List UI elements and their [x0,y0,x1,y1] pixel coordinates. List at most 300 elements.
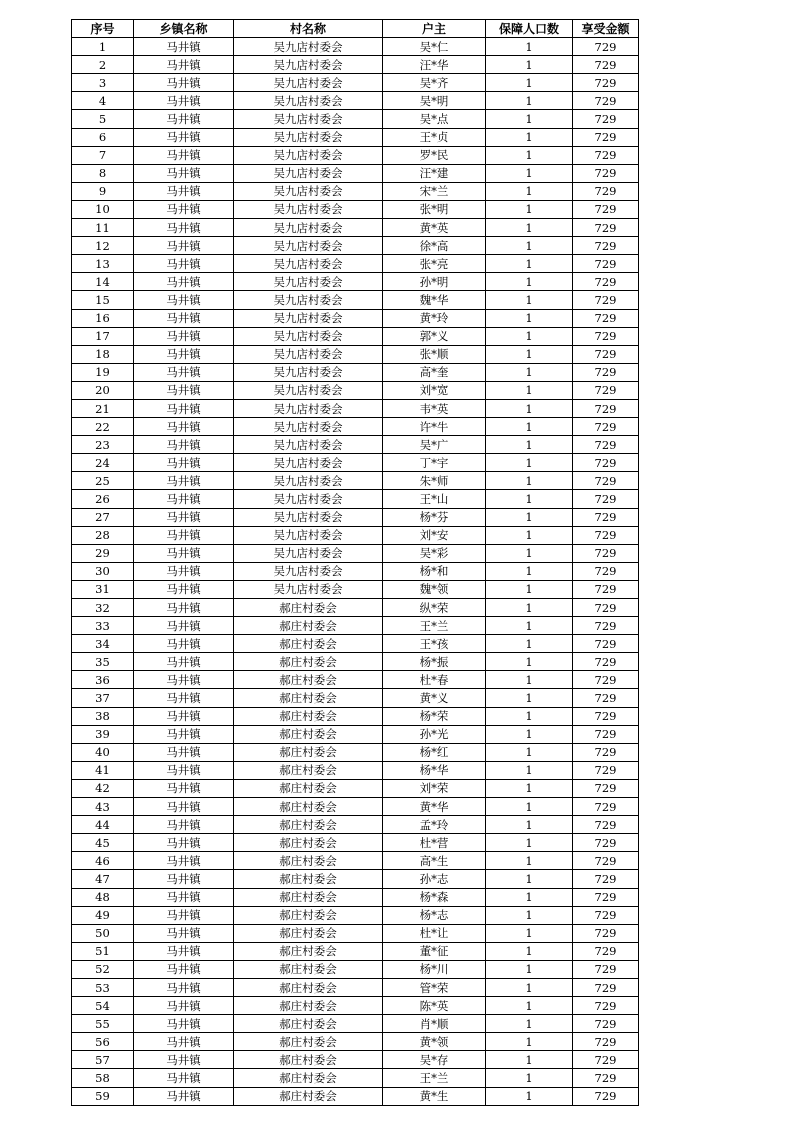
cell-amount: 729 [573,1015,639,1033]
table-row [72,653,639,671]
cell-township: 马井镇 [134,291,234,309]
table-row [72,761,639,779]
cell-village: 吴九店村委会 [234,508,383,526]
cell-township: 马井镇 [134,779,234,797]
cell-householder: 黄*英 [383,219,486,237]
table-row [72,1087,639,1105]
table-row [72,942,639,960]
cell-amount: 729 [573,128,639,146]
cell-amount: 729 [573,56,639,74]
cell-village: 吴九店村委会 [234,544,383,562]
cell-householder: 魏*华 [383,291,486,309]
cell-covered-people: 1 [486,1033,573,1051]
cell-amount: 729 [573,327,639,345]
cell-serial: 42 [72,779,134,797]
cell-township: 马井镇 [134,960,234,978]
cell-covered-people: 1 [486,454,573,472]
cell-village: 吴九店村委会 [234,436,383,454]
cell-township: 马井镇 [134,617,234,635]
table-row [72,888,639,906]
cell-village: 郝庄村委会 [234,617,383,635]
cell-covered-people: 1 [486,779,573,797]
cell-amount: 729 [573,725,639,743]
cell-covered-people: 1 [486,219,573,237]
cell-covered-people: 1 [486,888,573,906]
cell-village: 郝庄村委会 [234,834,383,852]
cell-amount: 729 [573,291,639,309]
cell-village: 郝庄村委会 [234,725,383,743]
cell-householder: 杨*荣 [383,707,486,725]
cell-amount: 729 [573,508,639,526]
cell-covered-people: 1 [486,599,573,617]
cell-covered-people: 1 [486,544,573,562]
cell-village: 郝庄村委会 [234,870,383,888]
cell-covered-people: 1 [486,1051,573,1069]
cell-covered-people: 1 [486,942,573,960]
cell-covered-people: 1 [486,472,573,490]
cell-amount: 729 [573,92,639,110]
cell-householder: 孙*志 [383,870,486,888]
cell-amount: 729 [573,798,639,816]
cell-village: 郝庄村委会 [234,1087,383,1105]
cell-amount: 729 [573,707,639,725]
cell-amount: 729 [573,906,639,924]
header-serial: 序号 [72,20,134,38]
table-row [72,1069,639,1087]
cell-serial: 44 [72,816,134,834]
cell-amount: 729 [573,978,639,996]
cell-householder: 吴*仁 [383,38,486,56]
table-row [72,852,639,870]
cell-township: 马井镇 [134,924,234,942]
cell-amount: 729 [573,38,639,56]
cell-village: 吴九店村委会 [234,128,383,146]
cell-covered-people: 1 [486,1069,573,1087]
cell-covered-people: 1 [486,92,573,110]
cell-householder: 刘*荣 [383,779,486,797]
cell-householder: 吴*点 [383,110,486,128]
cell-covered-people: 1 [486,110,573,128]
cell-township: 马井镇 [134,399,234,417]
table-row [72,399,639,417]
cell-village: 吴九店村委会 [234,454,383,472]
cell-householder: 杨*川 [383,960,486,978]
cell-serial: 41 [72,761,134,779]
cell-covered-people: 1 [486,255,573,273]
cell-covered-people: 1 [486,363,573,381]
cell-amount: 729 [573,309,639,327]
cell-township: 马井镇 [134,454,234,472]
cell-householder: 杨*森 [383,888,486,906]
cell-serial: 31 [72,580,134,598]
cell-householder: 管*荣 [383,978,486,996]
cell-amount: 729 [573,942,639,960]
table-row [72,599,639,617]
cell-serial: 4 [72,92,134,110]
table-row [72,472,639,490]
cell-serial: 26 [72,490,134,508]
table-row [72,436,639,454]
cell-serial: 6 [72,128,134,146]
cell-village: 郝庄村委会 [234,816,383,834]
cell-township: 马井镇 [134,436,234,454]
cell-serial: 40 [72,743,134,761]
cell-serial: 22 [72,418,134,436]
cell-covered-people: 1 [486,870,573,888]
cell-amount: 729 [573,580,639,598]
cell-covered-people: 1 [486,74,573,92]
cell-covered-people: 1 [486,128,573,146]
cell-amount: 729 [573,888,639,906]
table-row [72,146,639,164]
cell-township: 马井镇 [134,472,234,490]
cell-covered-people: 1 [486,381,573,399]
cell-township: 马井镇 [134,1087,234,1105]
cell-householder: 黄*义 [383,689,486,707]
cell-village: 郝庄村委会 [234,888,383,906]
cell-township: 马井镇 [134,56,234,74]
table-row [72,544,639,562]
cell-covered-people: 1 [486,327,573,345]
cell-village: 郝庄村委会 [234,852,383,870]
cell-householder: 刘*安 [383,526,486,544]
table-row [72,1051,639,1069]
cell-village: 吴九店村委会 [234,327,383,345]
table-row [72,635,639,653]
table-row [72,219,639,237]
cell-amount: 729 [573,182,639,200]
cell-householder: 杨*振 [383,653,486,671]
cell-amount: 729 [573,110,639,128]
table-row [72,454,639,472]
cell-amount: 729 [573,562,639,580]
cell-township: 马井镇 [134,345,234,363]
cell-village: 郝庄村委会 [234,743,383,761]
cell-township: 马井镇 [134,182,234,200]
cell-township: 马井镇 [134,707,234,725]
cell-covered-people: 1 [486,1087,573,1105]
cell-township: 马井镇 [134,219,234,237]
cell-householder: 孟*玲 [383,816,486,834]
table-row [72,526,639,544]
cell-serial: 59 [72,1087,134,1105]
cell-serial: 20 [72,381,134,399]
cell-serial: 30 [72,562,134,580]
table-row [72,834,639,852]
table-row [72,798,639,816]
cell-village: 吴九店村委会 [234,74,383,92]
cell-township: 马井镇 [134,526,234,544]
cell-township: 马井镇 [134,978,234,996]
cell-village: 吴九店村委会 [234,381,383,399]
table-row [72,128,639,146]
cell-township: 马井镇 [134,635,234,653]
cell-householder: 王*兰 [383,1069,486,1087]
cell-covered-people: 1 [486,38,573,56]
table-row [72,363,639,381]
table-row [72,997,639,1015]
cell-township: 马井镇 [134,92,234,110]
cell-township: 马井镇 [134,942,234,960]
cell-serial: 27 [72,508,134,526]
cell-village: 吴九店村委会 [234,363,383,381]
cell-householder: 韦*英 [383,399,486,417]
cell-householder: 郭*义 [383,327,486,345]
cell-householder: 张*顺 [383,345,486,363]
cell-serial: 29 [72,544,134,562]
cell-serial: 3 [72,74,134,92]
cell-amount: 729 [573,164,639,182]
table-row [72,110,639,128]
cell-householder: 纵*荣 [383,599,486,617]
cell-serial: 47 [72,870,134,888]
cell-township: 马井镇 [134,725,234,743]
cell-serial: 15 [72,291,134,309]
cell-serial: 43 [72,798,134,816]
cell-township: 马井镇 [134,888,234,906]
cell-township: 马井镇 [134,1015,234,1033]
cell-amount: 729 [573,472,639,490]
cell-township: 马井镇 [134,1033,234,1051]
cell-covered-people: 1 [486,273,573,291]
cell-covered-people: 1 [486,960,573,978]
cell-covered-people: 1 [486,689,573,707]
header-village: 村名称 [234,20,383,38]
cell-village: 郝庄村委会 [234,779,383,797]
table-row [72,562,639,580]
table-row [72,327,639,345]
cell-covered-people: 1 [486,816,573,834]
cell-amount: 729 [573,544,639,562]
cell-covered-people: 1 [486,418,573,436]
table-row [72,200,639,218]
cell-serial: 48 [72,888,134,906]
cell-township: 马井镇 [134,798,234,816]
cell-householder: 黄*领 [383,1033,486,1051]
cell-serial: 14 [72,273,134,291]
cell-serial: 36 [72,671,134,689]
cell-householder: 刘*宽 [383,381,486,399]
cell-amount: 729 [573,237,639,255]
cell-covered-people: 1 [486,834,573,852]
cell-covered-people: 1 [486,978,573,996]
cell-amount: 729 [573,689,639,707]
cell-householder: 王*孩 [383,635,486,653]
cell-amount: 729 [573,74,639,92]
cell-serial: 58 [72,1069,134,1087]
cell-amount: 729 [573,363,639,381]
cell-village: 郝庄村委会 [234,689,383,707]
cell-serial: 50 [72,924,134,942]
table-row [72,164,639,182]
table-row [72,671,639,689]
cell-covered-people: 1 [486,309,573,327]
cell-householder: 杨*志 [383,906,486,924]
cell-serial: 24 [72,454,134,472]
cell-serial: 5 [72,110,134,128]
cell-amount: 729 [573,381,639,399]
cell-amount: 729 [573,1087,639,1105]
cell-township: 马井镇 [134,508,234,526]
cell-serial: 35 [72,653,134,671]
cell-village: 吴九店村委会 [234,255,383,273]
cell-householder: 吴*存 [383,1051,486,1069]
cell-township: 马井镇 [134,418,234,436]
cell-serial: 46 [72,852,134,870]
cell-township: 马井镇 [134,146,234,164]
cell-householder: 魏*领 [383,580,486,598]
table-row [72,345,639,363]
cell-village: 吴九店村委会 [234,490,383,508]
cell-amount: 729 [573,418,639,436]
cell-amount: 729 [573,599,639,617]
cell-covered-people: 1 [486,617,573,635]
cell-householder: 朱*师 [383,472,486,490]
cell-covered-people: 1 [486,997,573,1015]
cell-serial: 52 [72,960,134,978]
cell-village: 郝庄村委会 [234,924,383,942]
cell-township: 马井镇 [134,653,234,671]
cell-amount: 729 [573,924,639,942]
cell-village: 吴九店村委会 [234,472,383,490]
cell-serial: 25 [72,472,134,490]
cell-covered-people: 1 [486,580,573,598]
cell-householder: 黄*华 [383,798,486,816]
table-row [72,725,639,743]
cell-village: 郝庄村委会 [234,1051,383,1069]
cell-serial: 19 [72,363,134,381]
cell-village: 吴九店村委会 [234,562,383,580]
table-row [72,580,639,598]
table-row [72,237,639,255]
cell-householder: 吴*齐 [383,74,486,92]
cell-covered-people: 1 [486,490,573,508]
cell-householder: 王*贞 [383,128,486,146]
cell-serial: 23 [72,436,134,454]
cell-amount: 729 [573,345,639,363]
cell-serial: 16 [72,309,134,327]
table-row [72,56,639,74]
cell-householder: 肖*顺 [383,1015,486,1033]
cell-householder: 陈*英 [383,997,486,1015]
cell-householder: 许*牛 [383,418,486,436]
cell-serial: 51 [72,942,134,960]
cell-amount: 729 [573,635,639,653]
cell-township: 马井镇 [134,490,234,508]
cell-township: 马井镇 [134,327,234,345]
cell-township: 马井镇 [134,1069,234,1087]
cell-householder: 徐*高 [383,237,486,255]
cell-village: 郝庄村委会 [234,942,383,960]
cell-township: 马井镇 [134,689,234,707]
cell-serial: 49 [72,906,134,924]
header-covered-people: 保障人口数 [486,20,573,38]
table-row [72,309,639,327]
cell-amount: 729 [573,526,639,544]
cell-covered-people: 1 [486,526,573,544]
cell-householder: 高*奎 [383,363,486,381]
header-row [72,20,639,38]
cell-serial: 33 [72,617,134,635]
cell-township: 马井镇 [134,38,234,56]
cell-covered-people: 1 [486,146,573,164]
cell-amount: 729 [573,834,639,852]
cell-amount: 729 [573,1033,639,1051]
cell-householder: 杜*让 [383,924,486,942]
cell-covered-people: 1 [486,725,573,743]
cell-village: 吴九店村委会 [234,164,383,182]
cell-covered-people: 1 [486,164,573,182]
cell-householder: 张*亮 [383,255,486,273]
cell-serial: 17 [72,327,134,345]
cell-householder: 杨*红 [383,743,486,761]
cell-covered-people: 1 [486,291,573,309]
cell-covered-people: 1 [486,798,573,816]
cell-covered-people: 1 [486,56,573,74]
cell-covered-people: 1 [486,761,573,779]
cell-village: 吴九店村委会 [234,418,383,436]
cell-serial: 45 [72,834,134,852]
cell-serial: 28 [72,526,134,544]
cell-covered-people: 1 [486,743,573,761]
cell-village: 吴九店村委会 [234,219,383,237]
cell-village: 郝庄村委会 [234,653,383,671]
table-row [72,490,639,508]
table-row [72,291,639,309]
cell-covered-people: 1 [486,635,573,653]
cell-township: 马井镇 [134,363,234,381]
cell-village: 吴九店村委会 [234,38,383,56]
table-row [72,1015,639,1033]
cell-covered-people: 1 [486,653,573,671]
cell-township: 马井镇 [134,562,234,580]
cell-householder: 罗*民 [383,146,486,164]
table-row [72,924,639,942]
cell-covered-people: 1 [486,671,573,689]
table-row [72,978,639,996]
table-row [72,707,639,725]
cell-amount: 729 [573,146,639,164]
cell-township: 马井镇 [134,906,234,924]
table-row [72,689,639,707]
table-row [72,508,639,526]
cell-amount: 729 [573,1069,639,1087]
cell-amount: 729 [573,617,639,635]
cell-amount: 729 [573,816,639,834]
table-row [72,617,639,635]
cell-township: 马井镇 [134,1051,234,1069]
cell-covered-people: 1 [486,345,573,363]
cell-householder: 丁*宇 [383,454,486,472]
cell-amount: 729 [573,436,639,454]
cell-village: 郝庄村委会 [234,906,383,924]
cell-serial: 13 [72,255,134,273]
cell-township: 马井镇 [134,852,234,870]
cell-village: 吴九店村委会 [234,56,383,74]
cell-township: 马井镇 [134,273,234,291]
cell-covered-people: 1 [486,508,573,526]
cell-village: 吴九店村委会 [234,200,383,218]
cell-serial: 34 [72,635,134,653]
cell-covered-people: 1 [486,852,573,870]
cell-serial: 7 [72,146,134,164]
cell-amount: 729 [573,200,639,218]
cell-village: 郝庄村委会 [234,635,383,653]
cell-householder: 杨*芬 [383,508,486,526]
cell-township: 马井镇 [134,671,234,689]
cell-serial: 11 [72,219,134,237]
cell-serial: 1 [72,38,134,56]
